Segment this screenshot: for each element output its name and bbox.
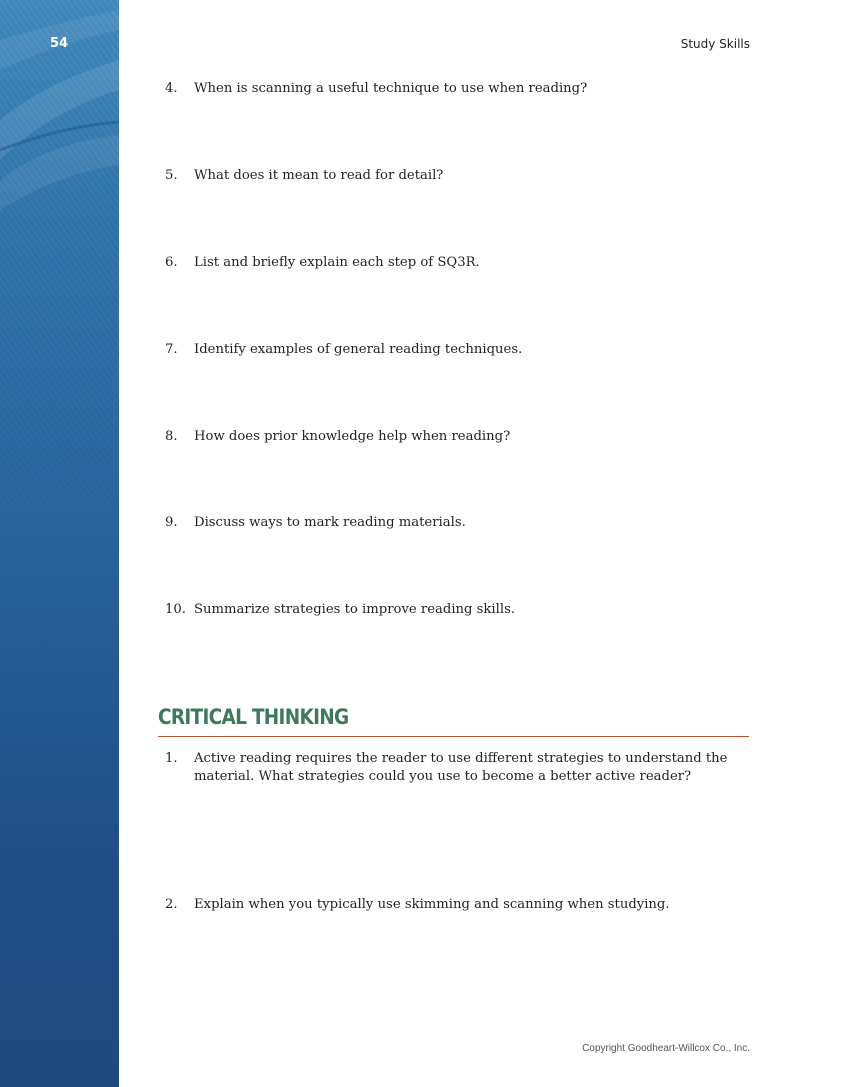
decorative-sidebar <box>0 0 119 1087</box>
question-number: 4. <box>165 81 178 96</box>
question-number: 5. <box>165 168 178 183</box>
question-text: Identify examples of general reading techniques. <box>194 342 523 357</box>
question-text: Discuss ways to mark reading materials. <box>194 515 466 530</box>
question-item <box>165 601 755 619</box>
question-item <box>165 254 755 272</box>
critical-thinking-question <box>165 896 755 914</box>
question-item <box>165 341 755 359</box>
page-number: 54 <box>50 36 69 51</box>
question-text: How does prior knowledge help when reading? <box>194 429 511 444</box>
section-title: CRITICAL THINKING <box>158 705 349 729</box>
question-number: 2. <box>165 897 178 912</box>
question-number: 7. <box>165 342 178 357</box>
question-text: Explain when you typically use skimming and scanning when studying. <box>194 897 670 912</box>
question-number: 8. <box>165 429 178 444</box>
question-text: Active reading requires the reader to use different strategies to understand the material. What strategies could you use to become a better active reader? <box>194 751 728 784</box>
running-head: Study Skills <box>680 37 750 51</box>
wave-pattern-graphic <box>0 0 119 1087</box>
copyright-notice: Copyright Goodheart-Willcox Co., Inc. <box>582 1043 750 1054</box>
question-item <box>165 80 755 98</box>
question-item <box>165 514 755 532</box>
question-item <box>165 167 755 185</box>
question-number: 1. <box>165 751 178 766</box>
question-text: What does it mean to read for detail? <box>194 168 444 183</box>
question-item <box>165 428 755 446</box>
critical-thinking-question <box>165 750 755 786</box>
question-text: When is scanning a useful technique to use when reading? <box>194 81 588 96</box>
question-text: Summarize strategies to improve reading skills. <box>194 602 516 617</box>
question-number: 9. <box>165 515 178 530</box>
question-text: List and briefly explain each step of SQ3R. <box>194 255 480 270</box>
section-divider <box>158 736 749 737</box>
question-number: 6. <box>165 255 178 270</box>
question-number: 10. <box>165 602 186 617</box>
